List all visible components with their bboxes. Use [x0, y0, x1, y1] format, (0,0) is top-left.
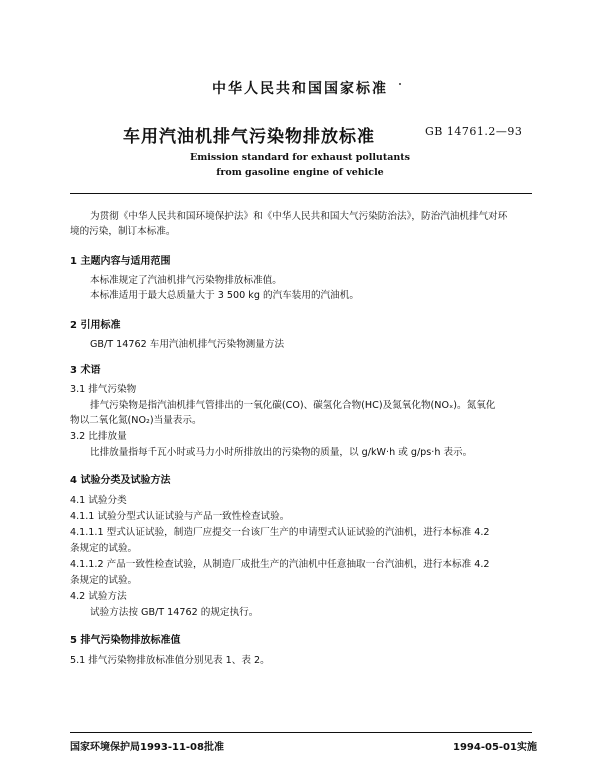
section1-p1: 本标准规定了汽油机排气污染物排放标准值。 — [90, 275, 282, 286]
clause-4-1: 4.1 试验分类 — [70, 495, 127, 506]
section2-heading: 2 引用标准 — [70, 320, 121, 331]
section4-heading: 4 试验分类及试验方法 — [70, 475, 171, 486]
section2-ref: GB/T 14762 车用汽油机排气污染物测量方法 — [90, 339, 285, 350]
standard-code: GB 14761.2—93 — [425, 125, 523, 138]
english-title-line1: Emission standard for exhaust pollutants — [189, 152, 411, 163]
term-3-1-line1: 排气污染物是指汽油机排气管排出的一氧化碳(CO)、碳氢化合物(HC)及氮氧化物(NOₓ)。氮氧化 — [90, 400, 496, 411]
term-3-2-line1: 比排放量指每千瓦小时或马力小时所排放出的污染物的质量，以 g/kW·h 或 g/ps·h 表示。 — [90, 447, 473, 458]
clause-4-1-1-2: 4.1.1.2 产品一致性检查试验，从制造厂成批生产的汽油机中任意抽取一台汽油机，进行本标准 4.2 — [70, 559, 490, 570]
english-title-line2: from gasoline engine of vehicle — [216, 167, 384, 178]
intro-line1: 为贯彻《中华人民共和国环境保护法》和《中华人民共和国大气污染防治法》，防治汽油机排气对环 — [90, 211, 508, 222]
section5-heading: 5 排气污染物排放标准值 — [70, 635, 181, 646]
clause-5-1: 5.1 排气污染物排放标准值分别见表 1、表 2。 — [70, 655, 270, 666]
national-standard-header: 中华人民共和国国家标准 — [212, 81, 388, 97]
bottom-rule — [70, 732, 532, 733]
term-3-1-line2: 物以二氧化氮(NO₂)当量表示。 — [70, 415, 202, 426]
clause-4-2-text: 试验方法按 GB/T 14762 的规定执行。 — [90, 607, 259, 618]
clause-4-1-1: 4.1.1 试验分型式认证试验与产品一致性检查试验。 — [70, 511, 290, 522]
section3-heading: 3 术语 — [70, 365, 101, 376]
term-3-2: 3.2 比排放量 — [70, 431, 127, 442]
clause-4-1-1-1: 4.1.1.1 型式认证试验，制造厂应提交一台该厂生产的申请型式认证试验的汽油机，进行本标准 4.2 — [70, 527, 490, 538]
clause-4-1-1-1-cont: 条规定的试验。 — [70, 543, 138, 554]
document-title: 车用汽油机排气污染物排放标准 — [123, 127, 375, 147]
approval-date: 国家环境保护局1993-11-08批准 — [70, 742, 224, 753]
top-rule — [70, 193, 532, 194]
effective-date: 1994-05-01实施 — [453, 742, 537, 753]
section1-heading: 1 主题内容与适用范围 — [70, 256, 171, 267]
clause-4-2: 4.2 试验方法 — [70, 591, 127, 602]
clause-4-1-1-2-cont: 条规定的试验。 — [70, 575, 138, 586]
term-3-1: 3.1 排气污染物 — [70, 384, 137, 395]
section1-p2: 本标准适用于最大总质量大于 3 500 kg 的汽车装用的汽油机。 — [90, 290, 359, 301]
intro-line2: 境的污染，制订本标准。 — [70, 226, 176, 237]
dot-mark — [399, 83, 401, 85]
